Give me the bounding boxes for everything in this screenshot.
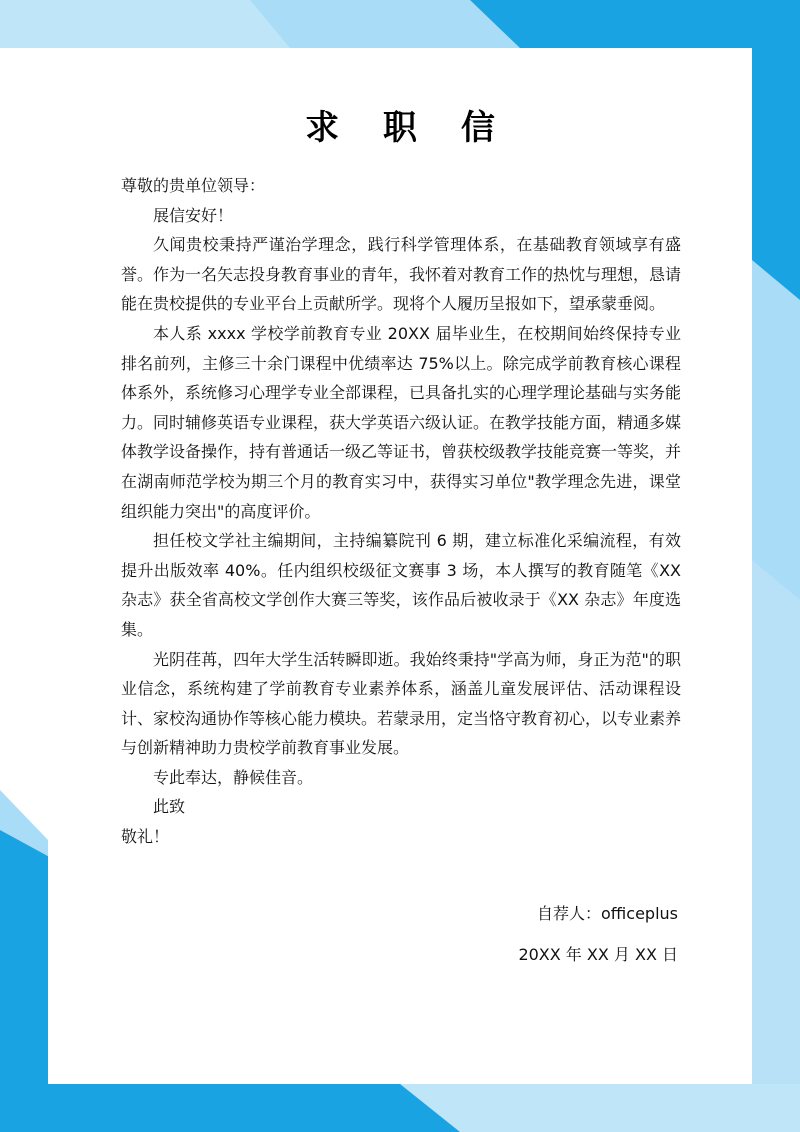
signature: 自荐人：officeplus bbox=[537, 904, 678, 923]
paragraph-intro: 久闻贵校秉持严谨治学理念，践行科学管理体系，在基础教育领域享有盛誉。作为一名矢志投身教育事业的青年，我怀着对教育工作的热忱与理想，恳请能在贵校提供的专业平台上贡献所学。现将个人履历呈报如下，望承蒙垂阅。 bbox=[121, 235, 682, 314]
paragraph-conclusion: 光阴荏苒，四年大学生活转瞬即逝。我始终秉持"学高为师，身正为范"的职业信念，系统构建了学前教育专业素养体系，涵盖儿童发展评估、活动课程设计、家校沟通协作等核心能力模块。若蒙录用，定当恪守教育初心，以专业素养与创新精神助力贵校学前教育事业发展。 bbox=[121, 649, 682, 758]
jingli-line: 敬礼！ bbox=[121, 827, 170, 847]
signature-block bbox=[518, 899, 678, 969]
paragraph-education: 本人系 xxxx 学校学前教育专业 20XX 届毕业生，在校期间始终保持专业排名前列，主修三十余门课程中优绩率达 75%以上。除完成学前教育核心课程体系外，系统修习心理学专业全部课程，已具备扎实的心理学理论基础与实务能力。同时辅修英语专业课程，获大学英语六级认证。在教学技能方面，精通多媒体教学设备操作，持有普通话一级乙等证书，曾获校级教学技能竞赛一等奖，并在湖南师范学校为期三个月的教育实习中，获得实习单位"教学理念先进，课堂组织能力突出"的高度评价。 bbox=[121, 323, 682, 521]
salutation: 尊敬的贵单位领导： bbox=[121, 176, 266, 195]
letter-body bbox=[121, 171, 681, 852]
cizhi-line: 此致 bbox=[153, 797, 186, 817]
paragraph-experience: 担任校文学社主编期间，主持编纂院刊 6 期，建立标准化采编流程，有效提升出版效率 40%。任内组织校级征文赛事 3 场，本人撰写的教育随笔《XX 杂志》获全省高校文学创作大赛三等奖，该作品后被收录于《XX 杂志》年度选集。 bbox=[121, 531, 681, 639]
page-title: 求 职 信 bbox=[305, 108, 511, 148]
greeting: 展信安好！ bbox=[153, 205, 234, 225]
closing-line: 专此奉达，静候佳音。 bbox=[153, 767, 314, 787]
date: 20XX 年 XX 月 XX 日 bbox=[518, 945, 678, 964]
